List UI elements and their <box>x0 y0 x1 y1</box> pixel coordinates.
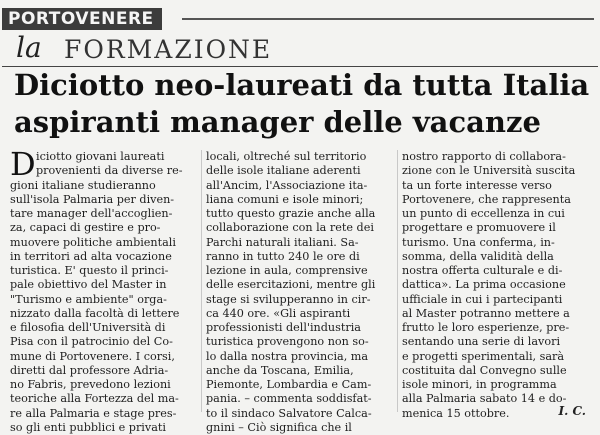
article-line: delle esercitazioni, mentre gli <box>206 278 376 292</box>
article-line: in territori ad alta vocazione <box>10 249 172 263</box>
article-line: locali, oltreché sul territorio <box>206 150 367 163</box>
article-line: all'Ancim, l'Associazione ita- <box>206 178 368 192</box>
drop-cap: D <box>10 145 36 183</box>
article-line: Piemonte, Lombardia e Cam- <box>206 378 372 391</box>
article-column-3 <box>402 150 588 421</box>
article-line: re alla Palmaria e stage pres- <box>10 406 177 420</box>
article-line: iciotto giovani laureati <box>36 150 165 163</box>
article-line: ca 440 ore. «Gli aspiranti <box>206 306 351 320</box>
article-line: so gli enti pubblici e privati <box>10 420 166 434</box>
article-line: "Turismo e ambiente" orga- <box>10 292 167 306</box>
article-line: nostra offerta culturale e di- <box>402 264 563 277</box>
article-line: isole minori, in programma <box>402 378 557 391</box>
headline-line-1: Diciotto neo-laureati da tutta Italia <box>14 68 590 102</box>
article-line: mune di Portovenere. I corsi, <box>10 349 175 363</box>
article-line: al Master potranno mettere a <box>402 306 570 320</box>
article-line: lo dalla nostra provincia, ma <box>206 349 369 363</box>
article-line: pania. – commenta soddisfat- <box>206 392 372 406</box>
article-line: stage si svilupperanno in cir- <box>206 292 371 306</box>
article-line: turistica provengono non so- <box>206 335 369 349</box>
article-line: collaborazione con la rete dei <box>206 221 374 235</box>
article-line: to il sindaco Salvatore Calca- <box>206 406 372 420</box>
article-line: provenienti da diverse re- <box>36 164 183 178</box>
article-line: professionisti dell'industria <box>206 321 361 334</box>
kicker-rule <box>182 18 594 20</box>
article-line: ufficiale in cui i partecipanti <box>402 292 563 306</box>
article-line: liana comuni e isole minori; <box>206 192 364 206</box>
article-line: anche da Toscana, Emilia, <box>206 363 354 377</box>
article-line: ta un forte interesse verso <box>402 178 552 192</box>
article-line: un punto di eccellenza in cui <box>402 207 565 220</box>
section-header <box>2 30 598 67</box>
article-column-1 <box>10 145 196 435</box>
article-line: Portovenere, che rappresenta <box>402 192 571 206</box>
article-line: progettare e promuovere il <box>402 221 556 235</box>
article-line: diretti dal professore Adria- <box>10 363 169 377</box>
article-line: e progetti sperimentali, sarà <box>402 349 565 363</box>
article-line: delle isole italiane aderenti <box>206 164 361 178</box>
article-line: frutto le loro esperienze, pre- <box>402 321 570 334</box>
article-column-2 <box>206 150 392 435</box>
headline <box>14 67 598 141</box>
byline: I. C. <box>558 404 586 418</box>
article-line: tare manager dell'accoglien- <box>10 207 173 220</box>
article-line: turistica. E' questo il princi- <box>10 264 169 277</box>
article-line: pale obiettivo del Master in <box>10 278 167 292</box>
article-line: zione con le Università suscita <box>402 164 576 178</box>
article-line: Parchi naturali italiani. Sa- <box>206 235 359 249</box>
article-line: turismo. Una conferma, in- <box>402 235 555 249</box>
article-body <box>10 145 590 434</box>
article-line: costituita dal Convegno sulle <box>402 363 567 377</box>
kicker-label: PORTOVENERE <box>2 8 162 30</box>
article-line: gnini – Ciò significa che il <box>206 420 352 434</box>
article-line: e filosofia dell'Università di <box>10 321 166 334</box>
article-line: lezione in aula, comprensive <box>206 264 368 277</box>
article-line: Pisa con il patrocinio del Co- <box>10 335 173 349</box>
article-line: muovere politiche ambientali <box>10 235 176 249</box>
article-line: sentando una serie di lavori <box>402 335 561 349</box>
article-line: alla Palmaria sabato 14 e do- <box>402 392 567 406</box>
article-line: tutto questo grazie anche alla <box>206 207 376 220</box>
article-line: somma, della validità della <box>402 249 554 263</box>
article-line: ranno in tutto 240 le ore di <box>206 249 360 263</box>
article-line: za, capaci di gestire e pro- <box>10 221 161 235</box>
article-line: gioni italiane studieranno <box>10 178 156 192</box>
article-line: nizzato dalla facoltà di lettere <box>10 306 180 320</box>
article-line: dattica». La prima occasione <box>402 278 566 292</box>
article-line: sull'isola Palmaria per diven- <box>10 192 175 206</box>
section-prefix: la <box>16 31 42 64</box>
article-line: teoriche alla Fortezza del ma- <box>10 392 179 406</box>
article-line: menica 15 ottobre. <box>402 406 510 420</box>
article-line: nostro rapporto di collabora- <box>402 150 566 163</box>
headline-line-2: aspiranti manager delle vacanze <box>14 105 541 139</box>
kicker-bar <box>0 8 600 30</box>
section-title: FORMAZIONE <box>64 35 273 64</box>
article-line: no Fabris, prevedono lezioni <box>10 378 171 391</box>
